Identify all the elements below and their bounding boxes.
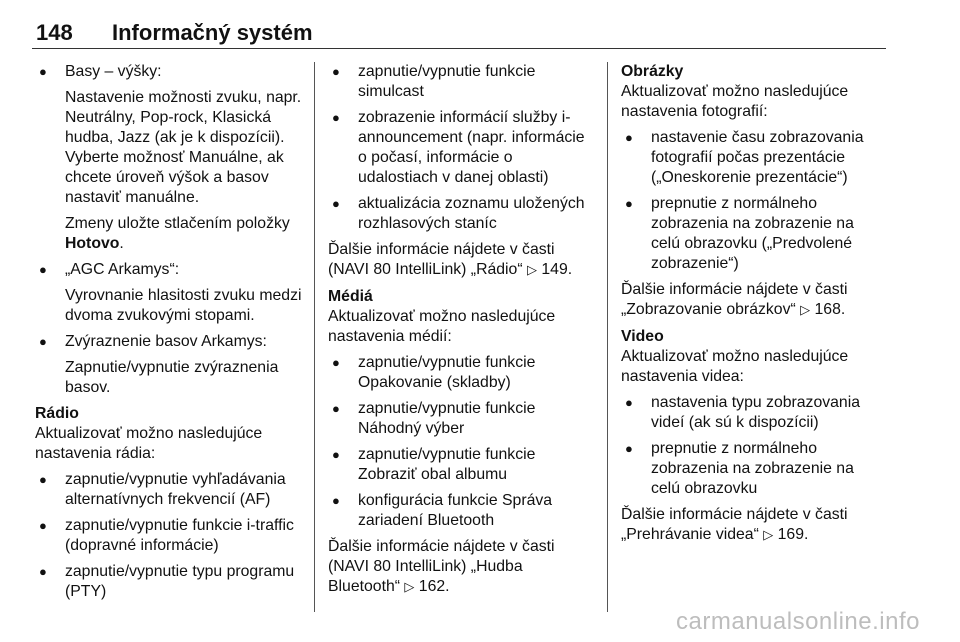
arrow-reference-icon: ▷ [763, 528, 774, 543]
paragraph: Nastavenie možnosti zvuku, napr. Neutrálny, Pop-rock, Klasická hudba, Jazz (ak je k dispozícii). Vyberte možnosť Manuálne, ak chcete úroveň výšok a basov nastaviť manuálne. [65, 89, 302, 206]
column-divider [607, 62, 608, 612]
list-item: ● Zvýraznenie basov Arkamys: [35, 332, 307, 352]
list-item: ● zapnutie/vypnutie funkcie Náhodný výber [328, 399, 596, 439]
page-header [32, 6, 886, 49]
list-item: ● zapnutie/vypnutie funkcie Opakovanie (skladby) [328, 353, 596, 393]
list-item: ● zapnutie/vypnutie funkcie i-traffic (dopravné informácie) [35, 516, 307, 556]
list-item: ● konfigurácia funkcie Správa zariadení Bluetooth [328, 491, 596, 531]
page-title: Informačný systém [112, 20, 313, 45]
list-item: ● nastavenie času zobrazovania fotografií počas prezentácie („Oneskorenie prezentácie“) [621, 128, 877, 188]
list-item: ● zobrazenie informácií služby i-announcement (napr. informácie o počasí, informácie o udalostiach v danej oblasti) [328, 108, 596, 188]
list-item: ● prepnutie z normálneho zobrazenia na zobrazenie na celú obrazovku („Predvolené zobrazenie“) [621, 194, 877, 274]
column-2 [328, 62, 596, 604]
section-heading-radio: Rádio [35, 405, 79, 422]
watermark: carmanualsonline.info [676, 608, 920, 635]
list-item: ● zapnutie/vypnutie funkcie simulcast [328, 62, 596, 102]
arrow-reference-icon: ▷ [527, 263, 537, 278]
column-1 [35, 62, 307, 608]
paragraph: Zmeny uložte stlačením položky Hotovo. [65, 215, 290, 252]
paragraph: Aktualizovať možno nasledujúce nastavenia fotografií: [621, 83, 849, 120]
list-item: ● prepnutie z normálneho zobrazenia na zobrazenie na celú obrazovku [621, 439, 877, 499]
section-heading-video: Video [621, 328, 664, 345]
paragraph: Zapnutie/vypnutie zvýraznenia basov. [65, 359, 279, 396]
arrow-reference-icon: ▷ [800, 303, 811, 318]
list-item: ● aktualizácia zoznamu uložených rozhlasových staníc [328, 194, 596, 234]
paragraph: Aktualizovať možno nasledujúce nastavenia rádia: [35, 425, 263, 462]
paragraph: Aktualizovať možno nasledujúce nastavenia médií: [328, 308, 556, 345]
list-item: ● Basy – výšky: [35, 62, 307, 82]
section-heading-pictures: Obrázky [621, 63, 684, 80]
bold-term: Hotovo [65, 235, 120, 252]
list-item: ● zapnutie/vypnutie funkcie Zobraziť obal albumu [328, 445, 596, 485]
reference-text: Ďalšie informácie nájdete v časti „Prehrávanie videa“ ▷ 169. [621, 506, 848, 543]
reference-text: Ďalšie informácie nájdete v časti (NAVI 80 IntelliLink) „Rádio“ ▷ 149. [328, 241, 573, 278]
column-3 [621, 62, 877, 552]
paragraph: Aktualizovať možno nasledujúce nastavenia videa: [621, 348, 849, 385]
list-item: ● zapnutie/vypnutie vyhľadávania alternatívnych frekvencií (AF) [35, 470, 307, 510]
list-item: ● nastavenia typu zobrazovania videí (ak sú k dispozícii) [621, 393, 877, 433]
reference-text: Ďalšie informácie nájdete v časti „Zobrazovanie obrázkov“ ▷ 168. [621, 281, 848, 318]
list-item: ● „AGC Arkamys“: [35, 260, 307, 280]
column-divider [314, 62, 315, 612]
paragraph: Vyrovnanie hlasitosti zvuku medzi dvoma zvukovými stopami. [65, 287, 302, 324]
arrow-reference-icon: ▷ [404, 580, 415, 595]
reference-text: Ďalšie informácie nájdete v časti (NAVI 80 IntelliLink) „Hudba Bluetooth“ ▷ 162. [328, 538, 555, 595]
list-item: ● zapnutie/vypnutie typu programu (PTY) [35, 562, 307, 602]
page-number: 148 [36, 20, 73, 45]
section-heading-media: Médiá [328, 288, 373, 305]
